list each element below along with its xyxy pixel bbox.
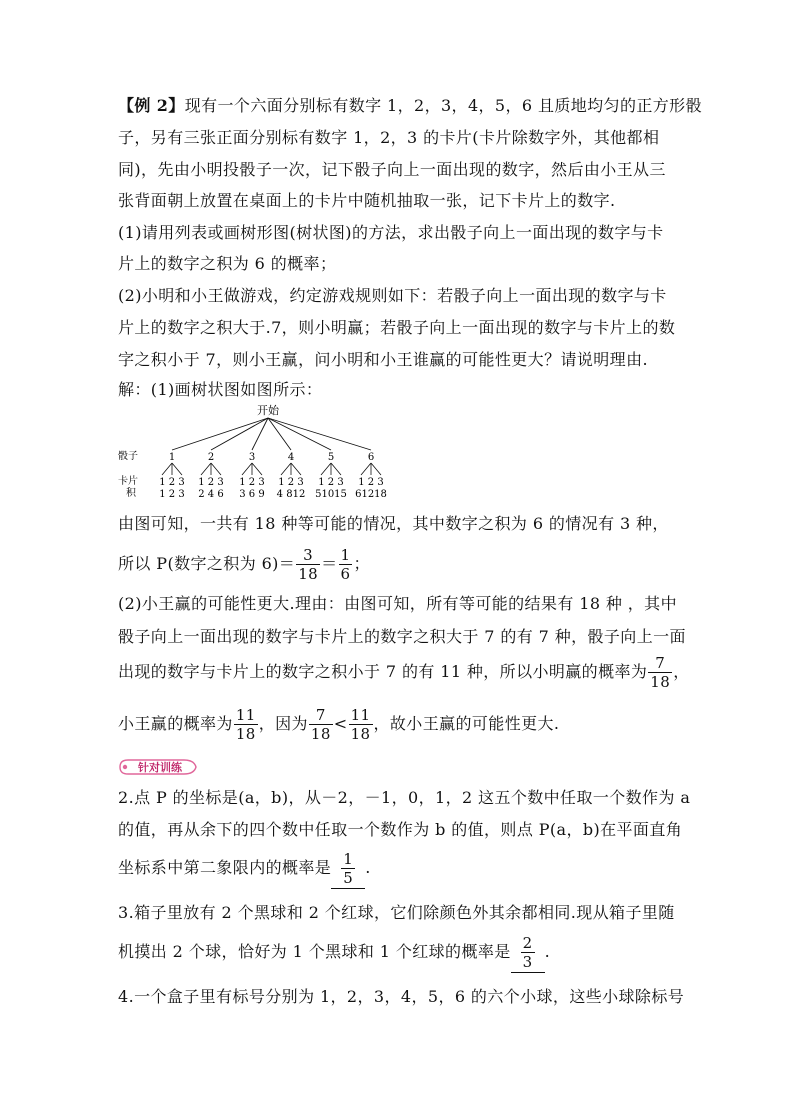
q3-line-1: 3.箱子里放有 2 个黑球和 2 个红球，它们除颜色外其余都相同.现从箱子里随 bbox=[118, 903, 675, 922]
section-tag-label: 针对训练 bbox=[138, 761, 182, 774]
frac-den: 18 bbox=[235, 725, 256, 743]
q2-line-2: 的值，再从余下的四个数中任取一个数作为 b 的值，则点 P(a，b)在平面直角 bbox=[118, 820, 683, 839]
tree-dice-5: 5 bbox=[327, 452, 335, 463]
solution-line-1: 由图可知，一共有 18 种等可能的情况，其中数字之积为 6 的情况有 3 种， bbox=[118, 514, 669, 533]
example-line-7: (2)小明和小王做游戏，约定游戏规则如下：若骰子向上一面出现的数字与卡 bbox=[118, 286, 667, 305]
equals-sign: ＝ bbox=[321, 554, 338, 573]
solution-line-6 bbox=[118, 704, 559, 744]
section-tag-dot-icon bbox=[123, 765, 127, 769]
frac-num: 11 bbox=[350, 706, 371, 724]
tree-row-label-card: 卡片 bbox=[118, 476, 138, 487]
frac-den: 18 bbox=[298, 565, 319, 583]
comma: ， bbox=[673, 662, 690, 681]
tree-products-1: 1 2 3 bbox=[159, 489, 185, 500]
frac-den: 5 bbox=[343, 869, 354, 887]
tree-cards-3: 1 2 3 bbox=[239, 477, 265, 488]
solution-line-4: 骰子向上一面出现的数字与卡片上的数字之积大于 7 的有 7 种，骰子向上一面 bbox=[118, 627, 686, 646]
fraction-11-18-compare bbox=[349, 706, 373, 743]
q2-answer-blank bbox=[331, 848, 365, 889]
less-than-sign: < bbox=[333, 714, 348, 733]
fraction-7-18-compare bbox=[309, 706, 333, 743]
solution-line-2-prefix: 所以 P(数字之积为 6)＝ bbox=[118, 554, 296, 573]
tree-products-4: 4 812 bbox=[276, 489, 306, 500]
solution-line-6-prefix: 小王赢的概率为 bbox=[118, 714, 233, 733]
example-line-1 bbox=[118, 94, 702, 118]
frac-num: 1 bbox=[340, 546, 351, 564]
frac-den: 18 bbox=[310, 725, 331, 743]
q4-line-1: 4.一个盒子里有标号分别为 1，2，3，4，5，6 的六个小球，这些小球除标号 bbox=[118, 987, 685, 1006]
example-line-3: 同)，先由小明投骰子一次，记下骰子向上一面出现的数字，然后由小王从三 bbox=[118, 160, 666, 179]
frac-den: 18 bbox=[650, 673, 671, 691]
q3-line-2-prefix: 机摸出 2 个球，恰好为 1 个黑球和 1 个红球的概率是 bbox=[118, 942, 511, 961]
tree-cards-2: 1 2 3 bbox=[198, 477, 224, 488]
q2-line-3-prefix: 坐标系中第二象限内的概率是 bbox=[118, 858, 332, 877]
example-line-5: (1)请用列表或画树形图(树状图)的方法，求出骰子向上一面出现的数字与卡 bbox=[118, 223, 664, 242]
tree-root: 开始 bbox=[257, 404, 279, 417]
fraction-1-6 bbox=[339, 546, 353, 583]
tree-card-branches bbox=[162, 463, 381, 475]
solution-line-5-prefix: 出现的数字与卡片上的数字之积小于 7 的有 11 种，所以小明赢的概率为 bbox=[118, 662, 648, 681]
frac-den: 6 bbox=[340, 565, 351, 583]
tree-cards-6: 1 2 3 bbox=[358, 477, 384, 488]
solution-line-3: (2)小王赢的可能性更大.理由：由图可知，所有等可能的结果有 18 种 ，其中 bbox=[118, 594, 677, 613]
tree-dice-1: 1 bbox=[168, 452, 176, 463]
q3-line-2 bbox=[118, 932, 550, 973]
q2-answer-fraction bbox=[341, 850, 355, 887]
tree-products-5: 51015 bbox=[315, 489, 347, 500]
solution-intro: 解：(1)画树状图如图所示： bbox=[118, 380, 323, 399]
tree-root-branches bbox=[172, 418, 371, 450]
example-label: 【例 2】 bbox=[118, 96, 185, 115]
q2-line-3 bbox=[118, 848, 371, 889]
frac-den: 18 bbox=[350, 725, 371, 743]
fraction-3-18 bbox=[296, 546, 320, 583]
tree-products-6: 61218 bbox=[355, 489, 387, 500]
example-line-9: 字之积小于 7，则小王赢，问小明和小王谁赢的可能性更大？请说明理由. bbox=[118, 350, 648, 369]
period: . bbox=[544, 942, 551, 961]
frac-num: 2 bbox=[522, 934, 533, 952]
q3-answer-blank bbox=[511, 932, 545, 973]
solution-line-6-mid: ，因为 bbox=[258, 714, 308, 733]
tree-dice-3: 3 bbox=[248, 452, 256, 463]
solution-line-6-suffix: ，故小王赢的可能性更大. bbox=[373, 714, 560, 733]
tree-cards-5: 1 2 3 bbox=[318, 477, 344, 488]
example-text-1: 现有一个六面分别标有数字 1，2，3，4，5，6 且质地均匀的正方形骰 bbox=[184, 96, 702, 115]
solution-line-2 bbox=[118, 544, 370, 584]
period: . bbox=[365, 858, 371, 877]
tree-cards-4: 1 2 3 bbox=[278, 477, 304, 488]
example-line-4: 张背面朝上放置在桌面上的卡片中随机抽取一张，记下卡片上的数字. bbox=[118, 191, 616, 210]
tree-row-label-dice: 骰子 bbox=[118, 451, 138, 462]
solution-line-5 bbox=[118, 652, 690, 692]
frac-num: 11 bbox=[235, 706, 256, 724]
frac-num: 7 bbox=[315, 706, 326, 724]
example-line-2: 子，另有三张正面分别标有数字 1，2，3 的卡片(卡片除数字外，其他都相 bbox=[118, 128, 660, 147]
tree-cards-1: 1 2 3 bbox=[159, 477, 185, 488]
frac-num: 3 bbox=[303, 546, 314, 564]
example-line-6: 片上的数字之积为 6 的概率； bbox=[118, 254, 337, 273]
frac-num: 7 bbox=[655, 654, 666, 672]
q3-answer-fraction bbox=[521, 934, 535, 971]
tree-diagram bbox=[118, 404, 418, 504]
fraction-7-18 bbox=[648, 654, 672, 691]
tree-dice-6: 6 bbox=[367, 452, 375, 463]
fraction-11-18 bbox=[234, 706, 258, 743]
frac-num: 1 bbox=[343, 850, 354, 868]
tree-dice-4: 4 bbox=[287, 452, 295, 463]
section-tag bbox=[118, 758, 198, 776]
frac-den: 3 bbox=[522, 953, 533, 971]
q2-line-1: 2.点 P 的坐标是(a，b)，从－2，－1，0，1，2 这五个数中任取一个数作为 a bbox=[118, 788, 691, 807]
tree-products-3: 3 6 9 bbox=[239, 489, 265, 500]
tree-dice-2: 2 bbox=[207, 452, 215, 463]
tree-row-label-product: 积 bbox=[126, 488, 136, 499]
example-line-8: 片上的数字之积大于.7，则小明赢；若骰子向上一面出现的数字与卡片上的数 bbox=[118, 318, 676, 337]
tree-products-2: 2 4 6 bbox=[198, 489, 224, 500]
semicolon: ； bbox=[353, 554, 370, 573]
